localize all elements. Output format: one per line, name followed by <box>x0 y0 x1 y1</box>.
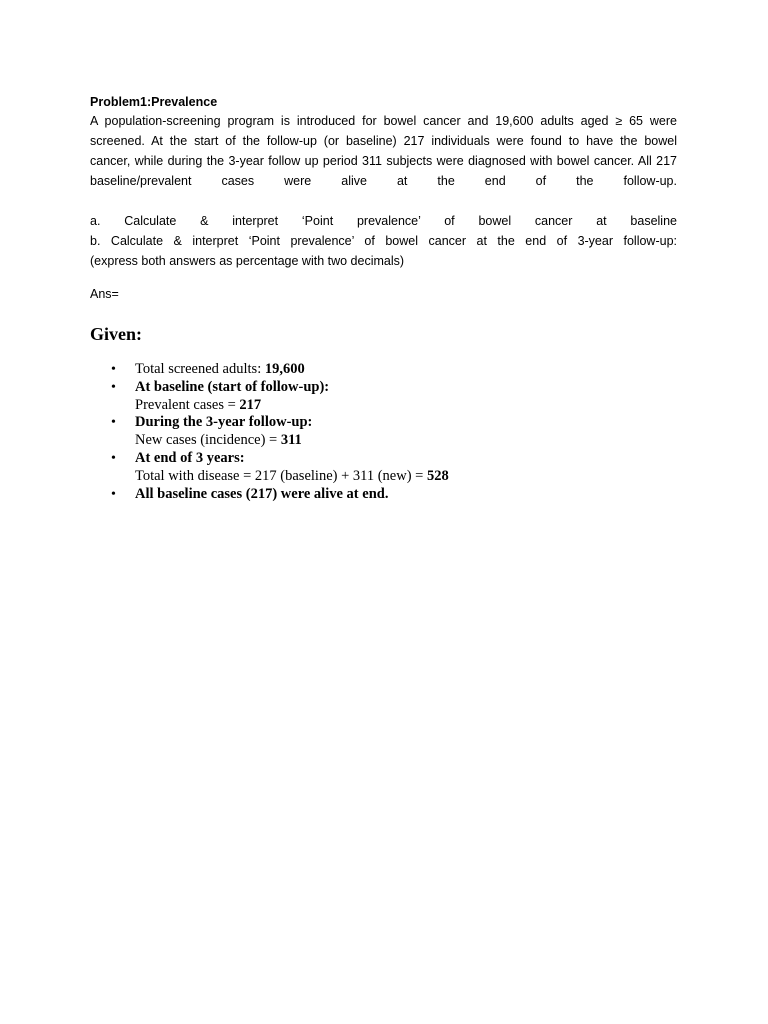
problem-paragraph-line: baseline/prevalent cases were alive at the end of the follow-up. <box>90 174 677 188</box>
question-note: (express both answers as percentage with two decimals) <box>90 254 405 268</box>
given-item-value: 528 <box>426 467 449 484</box>
given-item-value: 311 <box>280 432 302 449</box>
given-item-heading: All baseline cases (217) were alive at end. <box>135 485 389 502</box>
bullet-icon: • <box>111 450 116 466</box>
problem-paragraph-line: cancer, while during the 3-year follow up period 311 subjects were diagnosed with bowel cancer. All 217 <box>90 154 677 168</box>
given-item-heading: At end of 3 years: <box>135 449 245 466</box>
question-a: a. Calculate & interpret ‘Point prevalence’ of bowel cancer at baseline <box>90 214 677 228</box>
problem-paragraph-line: screened. At the start of the follow-up (or baseline) 217 individuals were found to have the bowel <box>90 134 677 148</box>
given-item-end-of-3-years <box>90 450 449 486</box>
given-item-text: New cases (incidence) = <box>135 432 281 449</box>
given-item-heading: At baseline (start of follow-up): <box>135 378 330 395</box>
given-item-value: 217 <box>239 396 262 413</box>
bullet-icon: • <box>111 486 116 502</box>
given-list <box>90 361 449 503</box>
given-item-text: Prevalent cases = <box>135 396 240 413</box>
bullet-icon: • <box>111 362 116 377</box>
given-item-total-screened <box>90 361 449 379</box>
given-item-baseline <box>90 379 449 415</box>
bullet-icon: • <box>111 415 116 431</box>
given-item-value: 19,600 <box>264 361 305 377</box>
problem-paragraph-line: A population-screening program is introduced for bowel cancer and 19,600 adults aged ≥ 65 were <box>90 114 677 128</box>
bullet-icon: • <box>111 379 116 395</box>
given-item-alive-at-end <box>90 486 449 504</box>
question-b: b. Calculate & interpret ‘Point prevalence’ of bowel cancer at the end of 3-year follow-up: <box>90 234 677 248</box>
answer-label: Ans= <box>90 287 119 301</box>
given-item-text: Total with disease = 217 (baseline) + 311 (new) = <box>135 467 427 484</box>
given-heading: Given: <box>90 324 142 344</box>
given-item-heading: During the 3-year follow-up: <box>135 414 313 431</box>
given-item-follow-up <box>90 414 449 450</box>
given-item-text: Total screened adults: <box>135 361 265 377</box>
problem-title: Problem1:Prevalence <box>90 95 218 109</box>
